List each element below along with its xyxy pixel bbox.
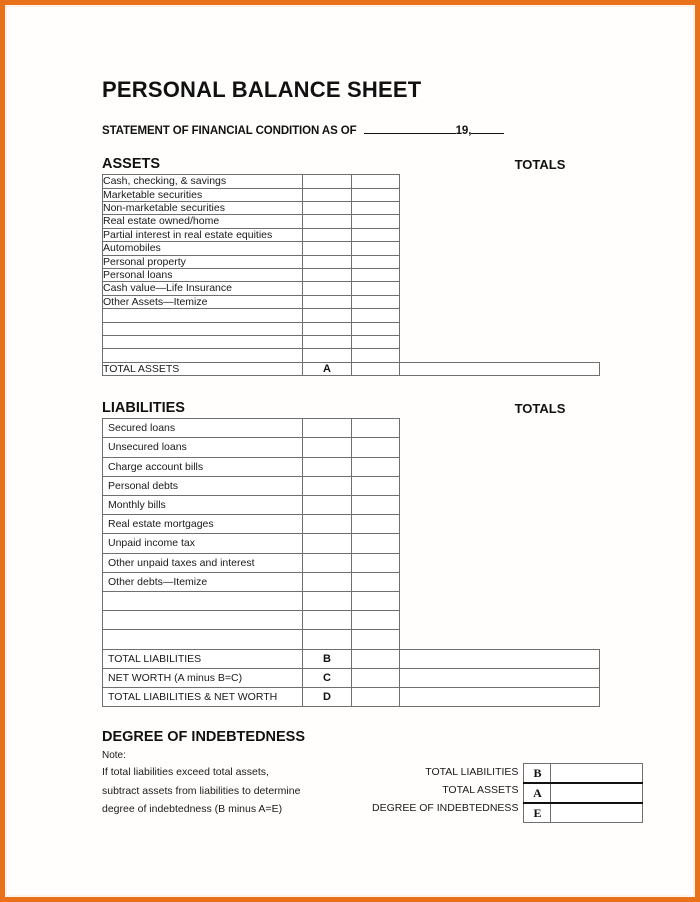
assets-table bbox=[102, 174, 600, 376]
indebtedness-row-labels bbox=[372, 763, 523, 823]
indebtedness-table bbox=[523, 763, 643, 823]
liability-value-cell-2[interactable] bbox=[352, 630, 400, 649]
statement-prefix-label: STATEMENT OF FINANCIAL CONDITION AS OF bbox=[102, 125, 357, 138]
asset-value-cell-2[interactable] bbox=[352, 255, 400, 268]
total-liabilities-net-worth-value-cell-1[interactable] bbox=[352, 687, 400, 706]
asset-row-label: Other Assets—Itemize bbox=[103, 295, 303, 308]
table-row-blank bbox=[103, 591, 600, 610]
liability-value-cell-1[interactable] bbox=[303, 476, 352, 495]
table-row bbox=[103, 438, 600, 457]
table-row bbox=[103, 282, 600, 295]
liability-row-label: Other unpaid taxes and interest bbox=[103, 553, 303, 572]
degree-of-indebtedness-heading: DEGREE OF INDEBTEDNESS bbox=[102, 729, 306, 746]
liability-row-label: Real estate mortgages bbox=[103, 515, 303, 534]
asset-row-label: Real estate owned/home bbox=[103, 215, 303, 228]
statement-year-prefix: 19, bbox=[455, 125, 472, 138]
table-row bbox=[103, 242, 600, 255]
liability-row-label: Personal debts bbox=[103, 476, 303, 495]
asset-value-cell-1[interactable] bbox=[303, 215, 352, 228]
table-row bbox=[103, 175, 600, 188]
asset-value-cell-2[interactable] bbox=[352, 335, 400, 348]
note-line-2: subtract assets from liabilities to determine bbox=[102, 784, 301, 797]
table-row bbox=[103, 572, 600, 591]
liabilities-table-body bbox=[103, 419, 600, 707]
total-liabilities-and-net-worth-row bbox=[103, 687, 600, 706]
asset-value-cell-1[interactable] bbox=[303, 309, 352, 322]
table-row bbox=[103, 476, 600, 495]
liability-row-label: Unsecured loans bbox=[103, 438, 303, 457]
liabilities-table bbox=[102, 418, 600, 707]
liability-row-label: Secured loans bbox=[103, 419, 303, 438]
asset-row-label: Partial interest in real estate equities bbox=[103, 228, 303, 241]
liability-value-cell-1[interactable] bbox=[303, 419, 352, 438]
asset-value-cell-1[interactable] bbox=[303, 282, 352, 295]
liability-value-cell-1[interactable] bbox=[303, 438, 352, 457]
asset-value-cell-1[interactable] bbox=[303, 201, 352, 214]
liability-value-cell-2[interactable] bbox=[352, 419, 400, 438]
asset-value-cell-1[interactable] bbox=[303, 322, 352, 335]
asset-row-label: Automobiles bbox=[103, 242, 303, 255]
net-worth-value-cell-2[interactable] bbox=[400, 668, 600, 687]
indebtedness-letter-e: E bbox=[524, 803, 551, 823]
liability-value-cell-1[interactable] bbox=[303, 630, 352, 649]
liability-value-cell-1[interactable] bbox=[303, 591, 352, 610]
asset-value-cell-1[interactable] bbox=[303, 255, 352, 268]
assets-heading: ASSETS bbox=[102, 156, 161, 173]
total-liabilities-net-worth-letter: D bbox=[303, 687, 352, 706]
table-row-blank bbox=[103, 309, 600, 322]
note-line-1: If total liabilities exceed total assets, bbox=[102, 766, 269, 779]
liability-value-cell-2[interactable] bbox=[352, 515, 400, 534]
degree-of-indebtedness-section bbox=[102, 729, 600, 823]
liability-blank-label-cell[interactable] bbox=[103, 630, 303, 649]
total-liabilities-value-cell-1[interactable] bbox=[352, 649, 400, 668]
table-row bbox=[103, 268, 600, 281]
table-row bbox=[103, 534, 600, 553]
asset-value-cell-2[interactable] bbox=[352, 268, 400, 281]
table-row bbox=[103, 515, 600, 534]
liability-value-cell-2[interactable] bbox=[352, 572, 400, 591]
indebtedness-letter-a: A bbox=[524, 783, 551, 803]
liability-value-cell-2[interactable] bbox=[352, 553, 400, 572]
asset-value-cell-2[interactable] bbox=[352, 215, 400, 228]
liability-value-cell-1[interactable] bbox=[303, 611, 352, 630]
total-liabilities-value-cell-2[interactable] bbox=[400, 649, 600, 668]
liability-value-cell-2[interactable] bbox=[352, 534, 400, 553]
asset-value-cell-2[interactable] bbox=[352, 228, 400, 241]
table-row bbox=[103, 419, 600, 438]
net-worth-letter: C bbox=[303, 668, 352, 687]
total-liabilities-label: TOTAL LIABILITIES bbox=[103, 649, 303, 668]
note-label: Note: bbox=[102, 750, 126, 762]
balance-sheet-form bbox=[102, 78, 600, 823]
net-worth-row bbox=[103, 668, 600, 687]
table-row-blank bbox=[103, 611, 600, 630]
table-row bbox=[103, 255, 600, 268]
total-liabilities-net-worth-value-cell-2[interactable] bbox=[400, 687, 600, 706]
liabilities-heading: LIABILITIES bbox=[102, 400, 185, 417]
asset-value-cell-1[interactable] bbox=[303, 349, 352, 362]
liability-value-cell-1[interactable] bbox=[303, 495, 352, 514]
total-assets-value-cell-2[interactable] bbox=[400, 362, 600, 375]
asset-row-label: Non-marketable securities bbox=[103, 201, 303, 214]
indebtedness-row-degree bbox=[524, 803, 643, 823]
table-row-blank bbox=[103, 349, 600, 362]
indebtedness-row-total-assets bbox=[524, 783, 643, 803]
asset-value-cell-2[interactable] bbox=[352, 175, 400, 188]
indebtedness-value-cell-b[interactable] bbox=[551, 764, 643, 784]
asset-value-cell-1[interactable] bbox=[303, 268, 352, 281]
liability-value-cell-2[interactable] bbox=[352, 495, 400, 514]
indebtedness-label-degree: DEGREE OF INDEBTEDNESS bbox=[372, 802, 519, 815]
indebtedness-value-cell-e[interactable] bbox=[551, 803, 643, 823]
liability-value-cell-2[interactable] bbox=[352, 611, 400, 630]
asset-value-cell-1[interactable] bbox=[303, 188, 352, 201]
liability-value-cell-2[interactable] bbox=[352, 476, 400, 495]
page-title: PERSONAL BALANCE SHEET bbox=[102, 77, 422, 102]
liability-value-cell-1[interactable] bbox=[303, 515, 352, 534]
asset-value-cell-1[interactable] bbox=[303, 242, 352, 255]
total-assets-letter: A bbox=[303, 362, 352, 375]
liabilities-section-header bbox=[102, 400, 600, 416]
asset-value-cell-2[interactable] bbox=[352, 242, 400, 255]
liability-value-cell-1[interactable] bbox=[303, 457, 352, 476]
table-row bbox=[103, 457, 600, 476]
asset-blank-label-cell[interactable] bbox=[103, 335, 303, 348]
total-assets-row bbox=[103, 362, 600, 375]
asset-blank-label-cell[interactable] bbox=[103, 309, 303, 322]
table-row-blank bbox=[103, 335, 600, 348]
asset-value-cell-2[interactable] bbox=[352, 188, 400, 201]
indebtedness-label-total-liabilities: TOTAL LIABILITIES bbox=[425, 766, 519, 779]
asset-value-cell-2[interactable] bbox=[352, 201, 400, 214]
indebtedness-row-total-liabilities bbox=[524, 764, 643, 784]
indebtedness-label-total-assets: TOTAL ASSETS bbox=[442, 784, 519, 797]
liabilities-totals-heading: TOTALS bbox=[514, 401, 566, 417]
liability-value-cell-2[interactable] bbox=[352, 591, 400, 610]
liability-row-label: Charge account bills bbox=[103, 457, 303, 476]
asset-value-cell-2[interactable] bbox=[352, 282, 400, 295]
asset-blank-label-cell[interactable] bbox=[103, 322, 303, 335]
asset-value-cell-2[interactable] bbox=[352, 309, 400, 322]
asset-blank-label-cell[interactable] bbox=[103, 349, 303, 362]
liabilities-section bbox=[102, 400, 600, 707]
asset-value-cell-2[interactable] bbox=[352, 322, 400, 335]
asset-row-label: Personal loans bbox=[103, 268, 303, 281]
total-liabilities-row bbox=[103, 649, 600, 668]
liability-blank-label-cell[interactable] bbox=[103, 611, 303, 630]
asset-row-label: Personal property bbox=[103, 255, 303, 268]
asset-value-cell-2[interactable] bbox=[352, 349, 400, 362]
indebtedness-value-cell-a[interactable] bbox=[551, 783, 643, 803]
asset-row-label: Marketable securities bbox=[103, 188, 303, 201]
liability-value-cell-2[interactable] bbox=[352, 438, 400, 457]
table-row bbox=[103, 201, 600, 214]
asset-row-label: Cash, checking, & savings bbox=[103, 175, 303, 188]
table-row bbox=[103, 215, 600, 228]
statement-of-condition-line bbox=[102, 122, 600, 137]
table-row bbox=[103, 188, 600, 201]
asset-row-label: Cash value—Life Insurance bbox=[103, 282, 303, 295]
table-row bbox=[103, 553, 600, 572]
statement-date-blank[interactable] bbox=[364, 122, 456, 134]
total-liabilities-net-worth-label: TOTAL LIABILITIES & NET WORTH bbox=[103, 687, 303, 706]
table-row bbox=[103, 495, 600, 514]
liability-value-cell-2[interactable] bbox=[352, 457, 400, 476]
net-worth-value-cell-1[interactable] bbox=[352, 668, 400, 687]
liability-value-cell-1[interactable] bbox=[303, 553, 352, 572]
asset-value-cell-1[interactable] bbox=[303, 175, 352, 188]
assets-totals-heading: TOTALS bbox=[514, 157, 566, 173]
table-row bbox=[103, 295, 600, 308]
total-assets-value-cell-1[interactable] bbox=[352, 362, 400, 375]
liability-blank-label-cell[interactable] bbox=[103, 591, 303, 610]
liability-row-label: Monthly bills bbox=[103, 495, 303, 514]
indebtedness-letter-b: B bbox=[524, 764, 551, 784]
net-worth-label: NET WORTH (A minus B=C) bbox=[103, 668, 303, 687]
liability-value-cell-1[interactable] bbox=[303, 572, 352, 591]
total-assets-label: TOTAL ASSETS bbox=[103, 362, 303, 375]
asset-value-cell-1[interactable] bbox=[303, 335, 352, 348]
assets-section bbox=[102, 156, 600, 376]
liability-value-cell-1[interactable] bbox=[303, 534, 352, 553]
note-line-3: degree of indebtedness (B minus A=E) bbox=[102, 803, 283, 816]
liability-row-label: Other debts—Itemize bbox=[103, 572, 303, 591]
table-row bbox=[103, 228, 600, 241]
statement-year-blank[interactable] bbox=[471, 122, 504, 134]
total-liabilities-letter: B bbox=[303, 649, 352, 668]
asset-value-cell-2[interactable] bbox=[352, 295, 400, 308]
assets-section-header bbox=[102, 156, 600, 172]
table-row-blank bbox=[103, 322, 600, 335]
asset-value-cell-1[interactable] bbox=[303, 228, 352, 241]
asset-value-cell-1[interactable] bbox=[303, 295, 352, 308]
liability-row-label: Unpaid income tax bbox=[103, 534, 303, 553]
assets-table-body bbox=[103, 175, 600, 376]
indebtedness-note bbox=[102, 748, 372, 819]
table-row-blank bbox=[103, 630, 600, 649]
